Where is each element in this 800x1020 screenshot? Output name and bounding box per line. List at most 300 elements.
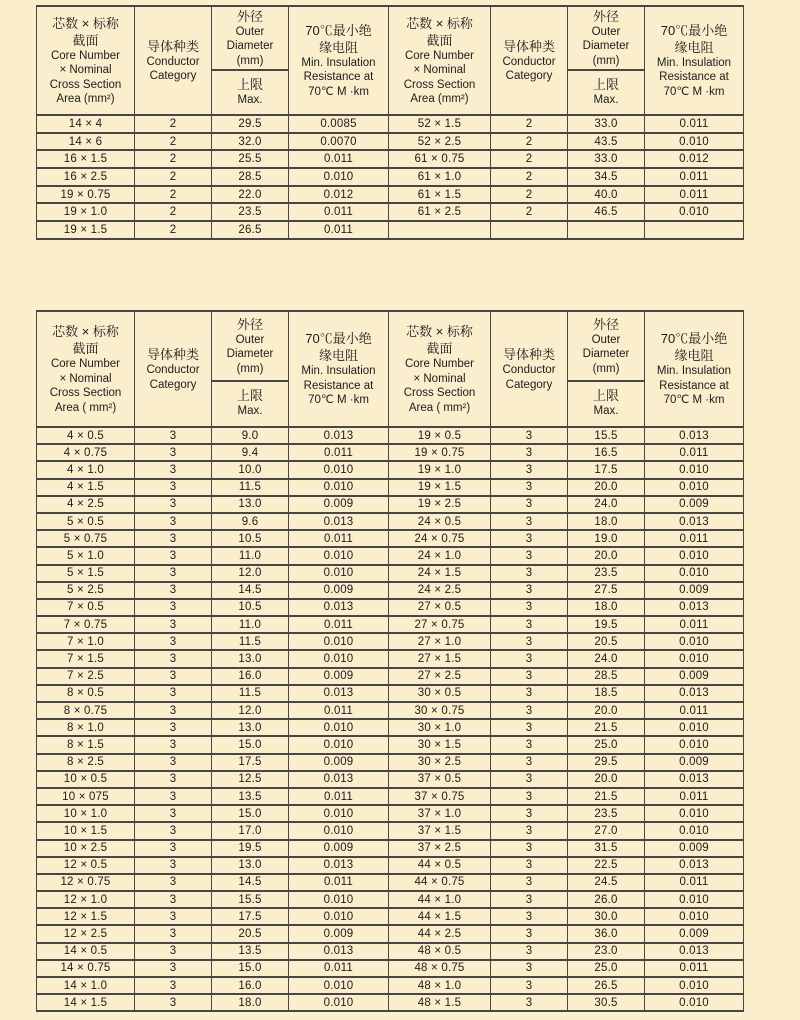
table-row [37, 994, 744, 1011]
table-cell: 0.009 [289, 754, 389, 771]
header-outer-en-line1: Outer [591, 25, 621, 38]
table-cell: 3 [491, 822, 568, 839]
table-cell: 4 × 0.75 [37, 444, 135, 461]
spec-table-lower [36, 310, 744, 1012]
table-cell: 0.011 [645, 115, 744, 133]
table-cell: 3 [491, 650, 568, 667]
table-cell: 0.010 [289, 736, 389, 753]
table-cell: 44 × 1.0 [389, 891, 491, 908]
table-cell: 12 × 1.0 [37, 891, 135, 908]
header-resistance-en-line1: Min. Insulation [656, 56, 732, 69]
header-resistance-en-line1: Min. Insulation [656, 365, 732, 378]
header-resistance-zh-line2: 缘电阻 [674, 348, 714, 364]
table-cell: 61 × 1.5 [389, 186, 491, 204]
table-cell: 14 × 1.0 [37, 977, 135, 994]
table-cell: 9.6 [212, 513, 289, 530]
table-cell: 3 [135, 582, 212, 599]
table-cell: 3 [491, 513, 568, 530]
table-cell: 5 × 1.5 [37, 565, 135, 582]
table-cell: 9.4 [212, 444, 289, 461]
table-cell: 3 [135, 547, 212, 564]
table-cell: 3 [135, 702, 212, 719]
table-cell [568, 221, 645, 239]
header-conductor-zh: 导体种类 [146, 38, 199, 54]
table-cell: 0.010 [289, 565, 389, 582]
table-row [37, 908, 744, 925]
header-outer-diameter [568, 6, 645, 115]
table-cell: 0.009 [645, 840, 744, 857]
table-cell: 3 [491, 771, 568, 788]
header-outer-en-line1: Outer [235, 333, 265, 346]
table-cell: 2 [135, 150, 212, 168]
table-cell: 3 [135, 994, 212, 1011]
table-cell: 48 × 1.5 [389, 994, 491, 1011]
table-cell: 12 × 0.5 [37, 857, 135, 874]
header-core-en-line3: Cross Section [49, 78, 122, 91]
table-cell: 11.0 [212, 547, 289, 564]
table-cell: 16.0 [212, 668, 289, 685]
header-conductor-category [135, 6, 212, 115]
table-cell: 20.0 [568, 771, 645, 788]
header-core-zh-line1: 芯数 × 标称 [406, 324, 473, 339]
table-cell: 0.010 [645, 203, 744, 221]
table-cell: 0.013 [645, 599, 744, 616]
table-cell: 0.013 [645, 857, 744, 874]
header-outer-diameter-max [212, 71, 288, 112]
table-row [37, 133, 744, 151]
table-cell: 15.0 [212, 736, 289, 753]
header-core-en-line4: Area ( mm²) [54, 401, 117, 414]
table-cell: 3 [135, 805, 212, 822]
table-cell [491, 221, 568, 239]
table-row [37, 221, 744, 239]
table-cell: 19 × 0.75 [37, 186, 135, 204]
table-cell: 43.5 [568, 133, 645, 151]
header-core-en-line1: Core Number [50, 358, 121, 370]
table-cell: 0.013 [645, 943, 744, 960]
table-cell: 31.5 [568, 840, 645, 857]
header-core-number [389, 6, 491, 115]
header-outer-diameter-max [568, 382, 644, 424]
table-cell: 26.5 [212, 221, 289, 239]
table-cell: 3 [491, 908, 568, 925]
table-row [37, 925, 744, 942]
table-cell: 0.010 [645, 461, 744, 478]
header-core-en-line2: × Nominal [59, 372, 112, 385]
table-cell: 10 × 1.0 [37, 805, 135, 822]
header-max-zh: 上限 [236, 388, 263, 404]
header-outer-en-line3: (mm) [236, 54, 264, 67]
table-cell: 8 × 1.5 [37, 736, 135, 753]
header-max-zh: 上限 [592, 388, 619, 404]
table-row [37, 168, 744, 186]
table-cell: 3 [491, 582, 568, 599]
table-cell: 0.010 [289, 633, 389, 650]
table-cell: 19 × 0.75 [389, 444, 491, 461]
header-outer-en-line3: (mm) [236, 362, 264, 375]
header-core-en-line4: Area (mm²) [56, 93, 115, 105]
header-core-number [37, 311, 135, 427]
table-cell: 19.5 [568, 616, 645, 633]
table-row [37, 427, 744, 444]
table-cell: 20.0 [568, 547, 645, 564]
table-cell: 3 [491, 427, 568, 444]
table-cell: 7 × 1.5 [37, 650, 135, 667]
table-cell: 3 [135, 771, 212, 788]
table-cell: 46.5 [568, 203, 645, 221]
table-cell: 2 [491, 115, 568, 133]
table-cell: 3 [491, 685, 568, 702]
table-cell: 13.0 [212, 496, 289, 513]
header-conductor-zh: 导体种类 [502, 347, 555, 362]
table-cell: 30.5 [568, 994, 645, 1011]
header-resistance-zh-line1: 70℃最小绝 [305, 331, 372, 347]
table-cell: 20.0 [568, 479, 645, 496]
table-cell: 3 [491, 891, 568, 908]
table-cell: 0.011 [289, 530, 389, 547]
header-resistance-en-line3: 70℃ M ·km [663, 85, 725, 98]
table-cell: 3 [491, 479, 568, 496]
table-cell: 33.0 [568, 115, 645, 133]
table-row [37, 530, 744, 547]
table-row [37, 633, 744, 650]
table-cell: 52 × 2.5 [389, 133, 491, 151]
header-outer-diameter-top [212, 7, 288, 71]
table-cell: 27.5 [568, 582, 645, 599]
table-cell: 7 × 0.75 [37, 616, 135, 633]
table-row [37, 461, 744, 478]
table-cell: 23.5 [568, 565, 645, 582]
table-cell: 3 [135, 479, 212, 496]
table-cell: 18.5 [568, 685, 645, 702]
table-cell: 3 [491, 788, 568, 805]
table-row [37, 668, 744, 685]
table-cell: 3 [491, 994, 568, 1011]
table-cell: 44 × 0.75 [389, 874, 491, 891]
table-cell: 0.011 [289, 874, 389, 891]
table-cell: 0.011 [289, 702, 389, 719]
header-conductor-zh: 导体种类 [146, 347, 199, 362]
table-cell: 61 × 2.5 [389, 203, 491, 221]
table-cell: 0.0085 [289, 115, 389, 133]
header-conductor-en-line2: Category [149, 70, 197, 82]
table-cell: 3 [135, 925, 212, 942]
spec-table-upper [36, 5, 744, 240]
header-resistance-zh-line2: 缘电阻 [674, 39, 714, 55]
table-header-row [37, 311, 744, 427]
header-resistance-en-line2: Resistance at [303, 379, 374, 392]
table-cell: 11.5 [212, 633, 289, 650]
header-outer-diameter-max [212, 382, 288, 424]
table-cell: 21.5 [568, 719, 645, 736]
table-cell: 12.0 [212, 565, 289, 582]
table-cell: 3 [135, 960, 212, 977]
table-cell: 3 [135, 513, 212, 530]
table-cell: 3 [491, 702, 568, 719]
header-conductor-en-line1: Conductor [502, 364, 556, 376]
table-cell: 0.013 [289, 857, 389, 874]
header-conductor-en-line2: Category [149, 378, 197, 391]
table-row [37, 115, 744, 133]
table-cell: 13.5 [212, 943, 289, 960]
table-cell: 19.0 [568, 530, 645, 547]
table-cell [645, 221, 744, 239]
header-core-zh-line2: 截面 [426, 341, 453, 356]
table-cell: 3 [491, 977, 568, 994]
table-cell: 12 × 1.5 [37, 908, 135, 925]
table-row [37, 805, 744, 822]
table-cell: 4 × 0.5 [37, 427, 135, 444]
header-outer-en-line3: (mm) [592, 362, 620, 375]
header-resistance-zh-line1: 70℃最小绝 [660, 22, 728, 38]
table-cell: 37 × 0.75 [389, 788, 491, 805]
table-cell [389, 221, 491, 239]
table-cell: 3 [491, 840, 568, 857]
table-cell: 3 [135, 908, 212, 925]
table-cell: 14 × 0.75 [37, 960, 135, 977]
table-cell: 0.013 [645, 771, 744, 788]
header-conductor-en-line1: Conductor [146, 364, 200, 376]
header-resistance-zh-line2: 缘电阻 [318, 348, 358, 364]
table-cell: 27.0 [568, 822, 645, 839]
table-cell: 2 [135, 203, 212, 221]
table-row [37, 771, 744, 788]
table-cell: 10.5 [212, 530, 289, 547]
table-cell: 13.0 [212, 650, 289, 667]
header-core-zh-line2: 截面 [426, 32, 453, 48]
table-cell: 20.0 [568, 702, 645, 719]
table-cell: 23.5 [212, 203, 289, 221]
table-cell: 19 × 1.5 [389, 479, 491, 496]
table-cell: 5 × 0.5 [37, 513, 135, 530]
table-cell: 3 [491, 925, 568, 942]
table-cell: 24 × 1.0 [389, 547, 491, 564]
table-cell: 10.0 [212, 461, 289, 478]
table-cell: 27 × 0.75 [389, 616, 491, 633]
table-cell: 0.010 [645, 908, 744, 925]
header-resistance-zh-line1: 70℃最小绝 [305, 22, 372, 38]
header-conductor-en-line2: Category [505, 378, 553, 391]
table-cell: 3 [135, 719, 212, 736]
table-cell: 9.0 [212, 427, 289, 444]
table-cell: 0.010 [289, 461, 389, 478]
header-core-en-line1: Core Number [404, 358, 475, 370]
table-cell: 0.010 [645, 133, 744, 151]
table-cell: 2 [135, 133, 212, 151]
table-row [37, 479, 744, 496]
table-cell: 22.5 [568, 857, 645, 874]
table-cell: 3 [135, 650, 212, 667]
table-cell: 10 × 2.5 [37, 840, 135, 857]
table-cell: 3 [135, 822, 212, 839]
table-cell: 0.010 [645, 565, 744, 582]
table-cell: 0.011 [289, 444, 389, 461]
table-cell: 33.0 [568, 150, 645, 168]
table-cell: 11.0 [212, 616, 289, 633]
table-cell: 44 × 0.5 [389, 857, 491, 874]
table-cell: 10 × 075 [37, 788, 135, 805]
header-core-en-line2: × Nominal [413, 372, 466, 385]
table-cell: 19.5 [212, 840, 289, 857]
table-cell: 20.5 [568, 633, 645, 650]
table-cell: 3 [491, 496, 568, 513]
table-cell: 3 [491, 960, 568, 977]
header-resistance-en-line2: Resistance at [659, 71, 729, 84]
table-cell: 13.5 [212, 788, 289, 805]
table-cell: 0.010 [645, 822, 744, 839]
table-cell: 7 × 0.5 [37, 599, 135, 616]
table-cell: 3 [135, 461, 212, 478]
header-resistance-en-line2: Resistance at [659, 379, 729, 392]
header-core-en-line2: × Nominal [413, 64, 466, 76]
table-row [37, 788, 744, 805]
table-cell: 3 [135, 840, 212, 857]
table-cell: 27 × 1.0 [389, 633, 491, 650]
table-row [37, 840, 744, 857]
table-cell: 15.0 [212, 805, 289, 822]
table-cell: 12 × 2.5 [37, 925, 135, 942]
table-cell: 0.0070 [289, 133, 389, 151]
table-cell: 40.0 [568, 186, 645, 204]
header-core-en-line3: Cross Section [49, 387, 122, 399]
table-row [37, 496, 744, 513]
table-cell: 16 × 2.5 [37, 168, 135, 186]
table-cell: 20.5 [212, 925, 289, 942]
table-cell: 3 [491, 616, 568, 633]
table-cell: 19 × 0.5 [389, 427, 491, 444]
table-cell: 0.010 [645, 977, 744, 994]
table-cell: 10.5 [212, 599, 289, 616]
table-cell: 3 [135, 857, 212, 874]
header-max-en: Max. [593, 93, 619, 106]
table-cell: 3 [491, 668, 568, 685]
table-cell: 32.0 [212, 133, 289, 151]
header-outer-en-line2: Diameter [582, 40, 630, 53]
table-cell: 3 [135, 530, 212, 547]
table-cell: 30 × 0.5 [389, 685, 491, 702]
table-cell: 21.5 [568, 788, 645, 805]
table-cell: 30.0 [568, 908, 645, 925]
table-cell: 17.5 [212, 754, 289, 771]
header-outer-en-line1: Outer [235, 25, 265, 38]
header-conductor-zh: 导体种类 [502, 38, 555, 54]
table-cell: 48 × 0.5 [389, 943, 491, 960]
table-cell: 14.5 [212, 874, 289, 891]
table-cell: 0.010 [289, 719, 389, 736]
table-cell: 0.010 [289, 908, 389, 925]
header-conductor-en-line1: Conductor [502, 55, 556, 68]
table-cell: 0.010 [289, 891, 389, 908]
table-cell: 48 × 0.75 [389, 960, 491, 977]
table-cell: 17.5 [212, 908, 289, 925]
table-row [37, 150, 744, 168]
table-cell: 28.5 [568, 668, 645, 685]
header-max-zh: 上限 [236, 76, 263, 92]
table-cell: 24.5 [568, 874, 645, 891]
table-row [37, 650, 744, 667]
header-outer-diameter [212, 6, 289, 115]
header-outer-diameter-top [568, 7, 644, 71]
table-cell: 8 × 1.0 [37, 719, 135, 736]
table-cell: 3 [135, 565, 212, 582]
table-row [37, 599, 744, 616]
header-core-zh-line2: 截面 [72, 32, 99, 48]
table-cell: 0.013 [645, 513, 744, 530]
table-cell: 11.5 [212, 685, 289, 702]
table-cell: 0.012 [645, 150, 744, 168]
header-resistance-zh-line2: 缘电阻 [318, 39, 358, 55]
table-cell: 15.5 [568, 427, 645, 444]
header-insulation-resistance [289, 311, 389, 427]
header-outer-diameter-top [568, 312, 644, 382]
table-row [37, 513, 744, 530]
table-row [37, 736, 744, 753]
table-cell: 3 [491, 719, 568, 736]
table-cell: 3 [491, 565, 568, 582]
table-cell: 13.0 [212, 719, 289, 736]
table-cell: 2 [491, 186, 568, 204]
table-cell: 0.011 [289, 221, 389, 239]
table-cell: 8 × 0.5 [37, 685, 135, 702]
table-body [37, 115, 744, 239]
table-cell: 0.010 [289, 547, 389, 564]
table-cell: 3 [135, 754, 212, 771]
table-cell: 25.0 [568, 736, 645, 753]
table-cell: 18.0 [212, 994, 289, 1011]
table-cell: 3 [135, 616, 212, 633]
table-cell: 19 × 2.5 [389, 496, 491, 513]
table-cell: 3 [491, 530, 568, 547]
table-cell: 3 [135, 977, 212, 994]
table-cell: 44 × 1.5 [389, 908, 491, 925]
header-outer-en-line3: (mm) [592, 54, 620, 67]
header-outer-en-line2: Diameter [226, 348, 274, 361]
table-cell: 10 × 0.5 [37, 771, 135, 788]
table-cell: 0.011 [289, 616, 389, 633]
header-core-en-line3: Cross Section [403, 387, 476, 399]
header-outer-diameter-top [212, 312, 288, 382]
table-row [37, 702, 744, 719]
table-cell: 0.010 [645, 805, 744, 822]
table-cell: 0.010 [645, 736, 744, 753]
table-cell: 12.5 [212, 771, 289, 788]
table-cell: 15.0 [212, 960, 289, 977]
table-row [37, 616, 744, 633]
table-cell: 0.009 [289, 925, 389, 942]
table-cell: 8 × 2.5 [37, 754, 135, 771]
table-cell: 24 × 0.75 [389, 530, 491, 547]
table-cell: 18.0 [568, 599, 645, 616]
table-cell: 44 × 2.5 [389, 925, 491, 942]
header-resistance-en-line1: Min. Insulation [301, 365, 376, 378]
table-cell: 37 × 2.5 [389, 840, 491, 857]
table-cell: 0.009 [289, 840, 389, 857]
table-cell: 3 [135, 599, 212, 616]
table-cell: 3 [491, 599, 568, 616]
table-row [37, 891, 744, 908]
table-row [37, 203, 744, 221]
table-cell: 0.010 [645, 633, 744, 650]
header-resistance-en-line1: Min. Insulation [301, 56, 376, 69]
header-outer-en-line2: Diameter [582, 348, 630, 361]
table-cell: 52 × 1.5 [389, 115, 491, 133]
table-cell: 13.0 [212, 857, 289, 874]
header-insulation-resistance [645, 6, 744, 115]
header-core-en-line1: Core Number [50, 49, 121, 62]
table-cell: 3 [491, 754, 568, 771]
table-cell: 2 [135, 221, 212, 239]
table-cell: 22.0 [212, 186, 289, 204]
